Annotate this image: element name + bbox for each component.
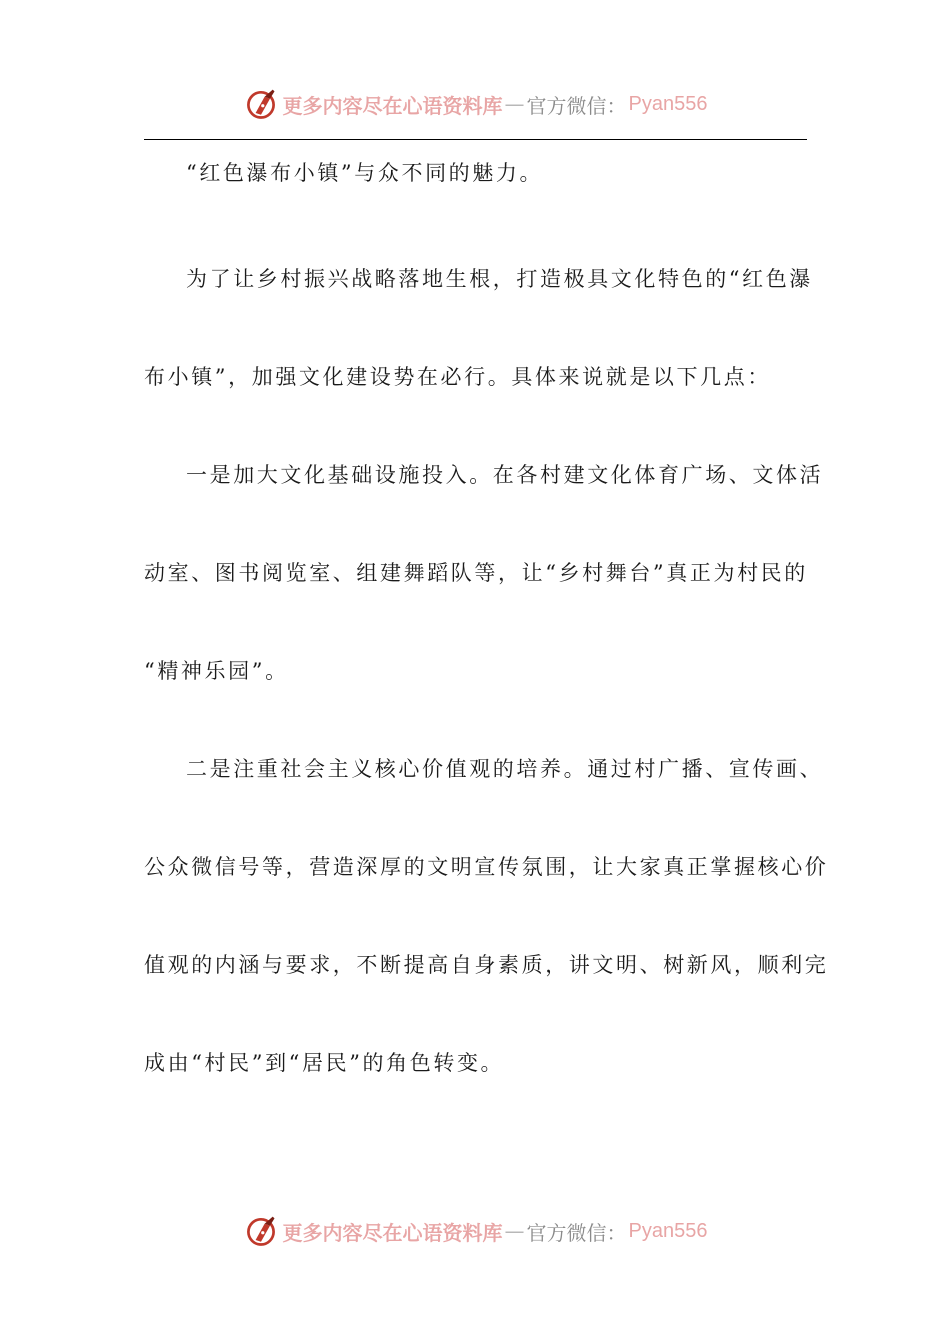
header-official-label: 官方微信： — [526, 93, 627, 118]
header-wechat-id: Pyan556 — [628, 92, 708, 115]
paragraph-3 — [144, 720, 829, 1112]
paragraph-1-line-1: 为了让乡村振兴战略落地生根，打造极具文化特色的“红色瀑 — [186, 267, 813, 291]
header-brand-text: 更多内容尽在心语资料库 — [282, 93, 503, 118]
header-watermark — [0, 84, 950, 124]
paragraph-3-line-1: 二是注重社会主义核心价值观的培养。通过村广播、宣传画、 — [186, 757, 824, 781]
footer-watermark — [0, 1211, 950, 1251]
paragraph-2-line-2: 动室、图书阅览室、组建舞蹈队等，让“乡村舞台”真正为村民的 — [144, 561, 808, 585]
paragraph-2-line-1: 一是加大文化基础设施投入。在各村建文化体育广场、文体活 — [186, 463, 824, 487]
paragraph-2-line-3: “精神乐园”。 — [144, 659, 289, 683]
paragraph-3-line-2: 公众微信号等，营造深厚的文明宣传氛围，让大家真正掌握核心价 — [144, 855, 829, 879]
paragraph-2 — [144, 426, 824, 720]
paragraph-3-line-4: 成由“村民”到“居民”的角色转变。 — [144, 1051, 505, 1075]
header-dash: — — [504, 92, 525, 116]
footer-dash: — — [504, 1219, 525, 1243]
continuation-line: “红色瀑布小镇”与众不同的魅力。 — [186, 161, 544, 185]
paragraph-1-line-2: 布小镇”，加强文化建设势在必行。具体来说就是以下几点： — [144, 365, 771, 389]
header-divider — [144, 139, 807, 140]
paragraph-1 — [144, 230, 813, 426]
footer-official-label: 官方微信： — [526, 1220, 627, 1245]
document-body — [144, 150, 829, 1112]
footer-brand-text: 更多内容尽在心语资料库 — [282, 1220, 503, 1245]
paragraph-3-line-3: 值观的内涵与要求，不断提高自身素质，讲文明、树新风，顺利完 — [144, 953, 829, 977]
pen-nib-logo-icon — [243, 1213, 279, 1249]
footer-wechat-id: Pyan556 — [628, 1219, 708, 1242]
pen-nib-logo-icon — [243, 86, 279, 122]
